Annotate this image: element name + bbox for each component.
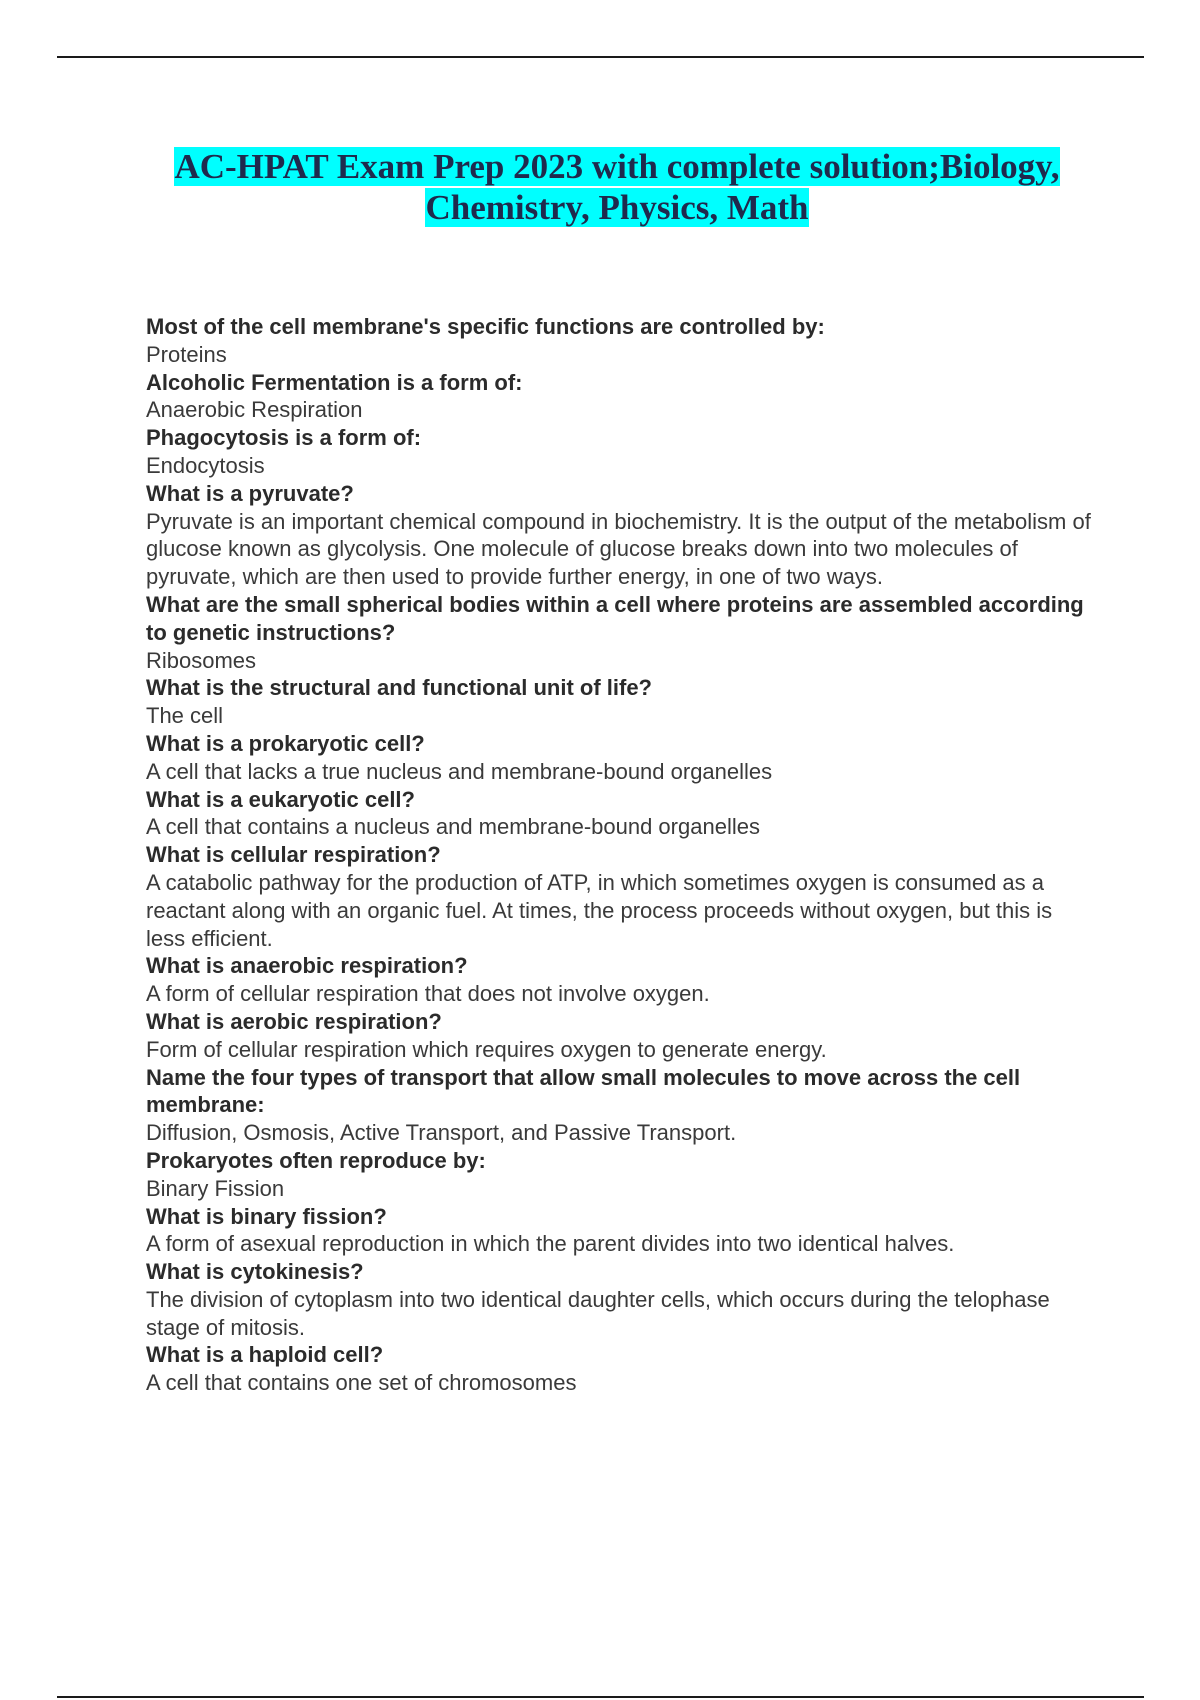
answer: The division of cytoplasm into two identical daughter cells, which occurs during the telophase stage of mitosis. xyxy=(146,1286,1050,1340)
top-divider xyxy=(57,56,1144,58)
question: What is binary fission? xyxy=(146,1203,387,1229)
question: What is aerobic respiration? xyxy=(146,1008,442,1034)
title-line-1: AC-HPAT Exam Prep 2023 with complete solution;Biology, xyxy=(174,147,1060,186)
answer: Proteins xyxy=(146,341,227,367)
question: Most of the cell membrane's specific functions are controlled by: xyxy=(146,314,825,339)
question: What is a prokaryotic cell? xyxy=(146,730,425,756)
question: What is a pyruvate? xyxy=(146,480,354,506)
answer: A form of cellular respiration that does not involve oxygen. xyxy=(146,981,710,1007)
document-title xyxy=(146,146,1088,228)
answer: The cell xyxy=(146,703,224,729)
answer: A form of asexual reproduction in which the parent divides into two identical halves. xyxy=(146,1231,955,1257)
answer: Diffusion, Osmosis, Active Transport, and Passive Transport. xyxy=(146,1120,737,1146)
answer: Anaerobic Respiration xyxy=(146,397,363,423)
answer: A cell that contains a nucleus and membrane-bound organelles xyxy=(146,814,760,840)
qa-list xyxy=(146,313,1096,1397)
question: Phagocytosis is a form of: xyxy=(146,425,422,451)
answer: Endocytosis xyxy=(146,452,265,478)
question: What is cellular respiration? xyxy=(146,842,441,868)
question: Name the four types of transport that allow small molecules to move across the cell membrane: xyxy=(146,1064,1021,1118)
question: Alcoholic Fermentation is a form of: xyxy=(146,369,523,395)
question: What is the structural and functional unit of life? xyxy=(146,675,652,701)
answer: Binary Fission xyxy=(146,1175,285,1201)
answer: A cell that contains one set of chromosomes xyxy=(146,1370,577,1396)
question: What is anaerobic respiration? xyxy=(146,953,468,979)
answer: A cell that lacks a true nucleus and membrane-bound organelles xyxy=(146,758,773,784)
bottom-divider xyxy=(57,1696,1144,1698)
question: Prokaryotes often reproduce by: xyxy=(146,1147,486,1173)
question: What is a haploid cell? xyxy=(146,1342,384,1368)
question: What is a eukaryotic cell? xyxy=(146,786,415,812)
answer: Form of cellular respiration which requires oxygen to generate energy. xyxy=(146,1036,827,1062)
question: What is cytokinesis? xyxy=(146,1259,364,1285)
title-line-2: Chemistry, Physics, Math xyxy=(425,188,809,227)
question: What are the small spherical bodies within a cell where proteins are assembled according to genetic instructions? xyxy=(146,591,1084,645)
answer: A catabolic pathway for the production of ATP, in which sometimes oxygen is consumed as a reactant along with an organic fuel. At times, the process proceeds without oxygen, but this is less efficient. xyxy=(146,869,1053,951)
answer: Ribosomes xyxy=(146,647,257,673)
answer: Pyruvate is an important chemical compound in biochemistry. It is the output of the metabolism of glucose known as glycolysis. One molecule of glucose breaks down into two molecules of pyruvate, which are then used to provide further energy, in one of two ways. xyxy=(146,508,1091,590)
